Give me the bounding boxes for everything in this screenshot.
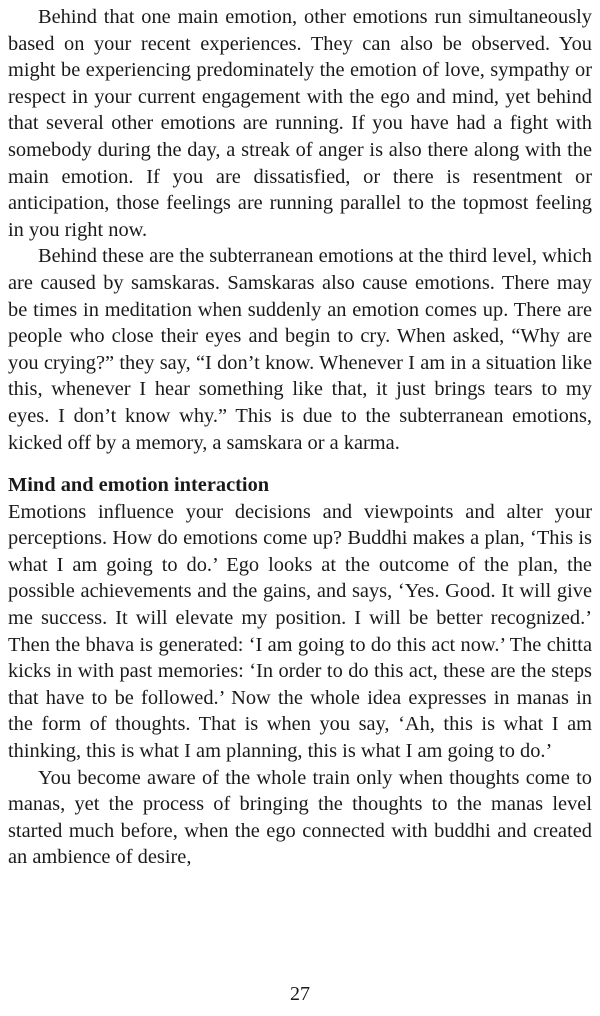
paragraph-subterranean-emotions: Behind these are the subterranean emotions at the third level, which are caused by samskaras. Samskaras also cause emotions. There may be times in meditation when suddenly an emotion comes up. There are people who close their eyes and begin to cry. When asked, “Why are you crying?” they say, “I don’t know. Whenever I am in a situation like this, whenever I hear something like that, it just brings tears to my eyes. I don’t know why.” This is due to the subterranean emotions, kicked off by a memory, a samskara or a karma. xyxy=(8,245,592,454)
paragraph-emotions-influence: Emotions influence your decisions and viewpoints and alter your perceptions. How do emotions come up? Buddhi makes a plan, ‘This is what I am going to do.’ Ego looks at the outcome of the plan, the possible achievements and the gains, and says, ‘Yes. Good. It will give me success. It will elevate my position. I will be better recognized.’ Then the bhava is generated: ‘I am going to do this act now.’ The chitta kicks in with past memories: ‘In order to do this act, these are the steps that have to be followed.’ Now the whole idea expresses in manas in the form of thoughts. That is when you say, ‘Ah, this is what I am thinking, this is what I am planning, this is what I am going to do.’ xyxy=(8,500,592,763)
paragraph-other-emotions: Behind that one main emotion, other emotions run simultaneously based on your recent experiences. They can also be observed. You might be experiencing predominately the emotion of love, sympathy or respect in your current engagement with the ego and mind, yet behind that several other emotions are running. If you have had a fight with somebody during the day, a streak of anger is also there along with the main emotion. If you are dissatisfied, or there is resentment or anticipation, those feelings are running parallel to the topmost feeling in you right now. xyxy=(8,6,592,241)
paragraph-whole-train: You become aware of the whole train only when thoughts come to manas, yet the process of bringing the thoughts to the manas level started much before, when the ego connected with buddhi and created an ambience of desire, xyxy=(8,766,592,869)
page-number: 27 xyxy=(290,983,310,1005)
section-heading: Mind and emotion interaction xyxy=(8,474,270,497)
page-body xyxy=(8,4,592,871)
